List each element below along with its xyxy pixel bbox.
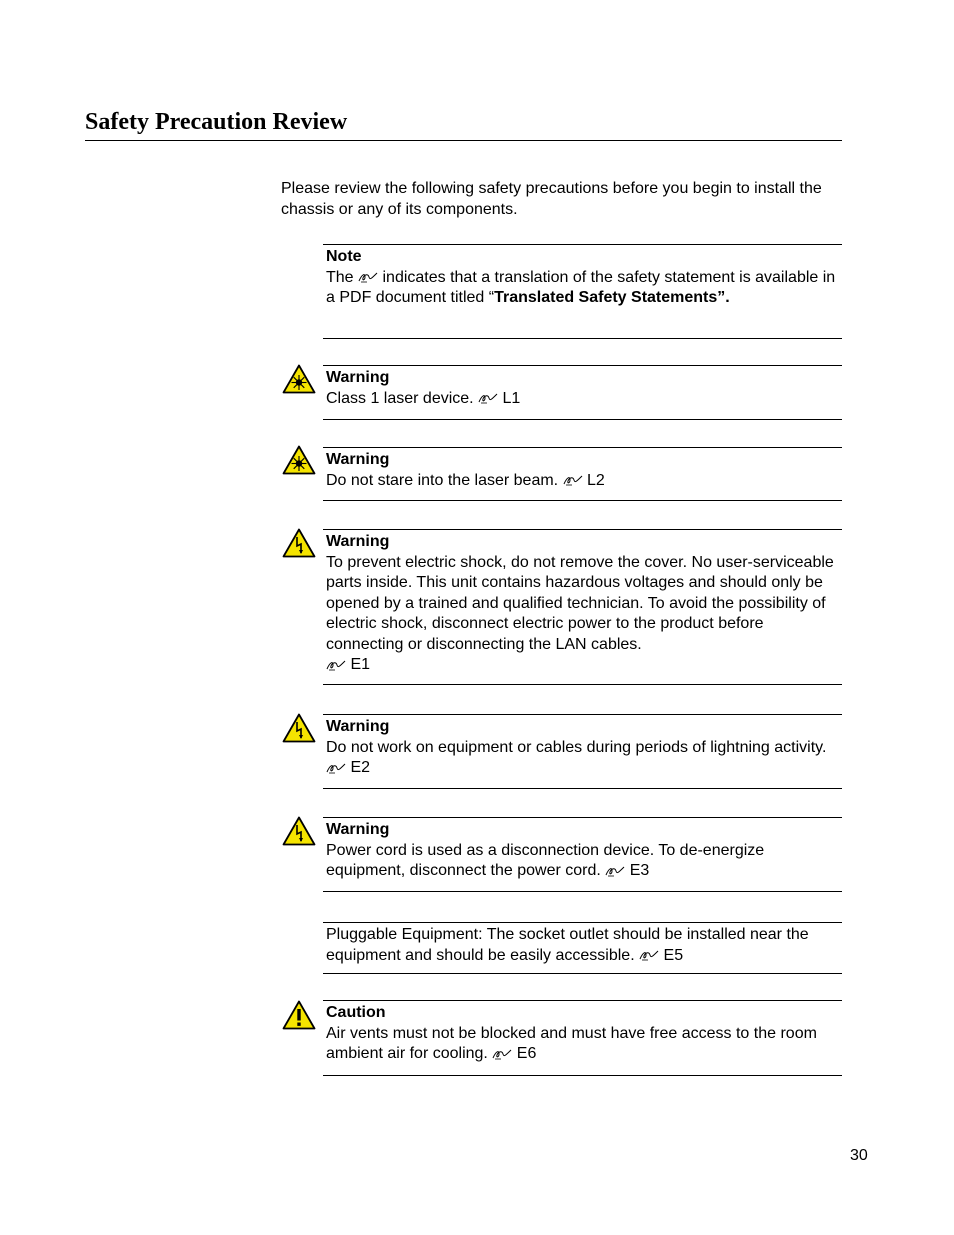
warning-label: Warning: [326, 451, 390, 468]
warning-box-l2: [323, 447, 842, 501]
translation-symbol-icon: [478, 391, 498, 405]
title-rule: [85, 140, 842, 141]
translation-symbol-icon: [358, 270, 378, 284]
page-title: Safety Precaution Review: [85, 109, 348, 135]
warning-text: Do not work on equipment or cables during periods of lightning activity. E2: [326, 738, 827, 776]
caution-box: [323, 1000, 842, 1076]
page-number: 30: [850, 1147, 868, 1164]
translation-symbol-icon: [326, 761, 346, 775]
warning-text: Power cord is used as a disconnection device. To de-energize equipment, disconnect the power cord. E3: [326, 841, 765, 879]
warning-text: Class 1 laser device. L1: [326, 389, 521, 407]
note-label: Note: [326, 248, 362, 265]
translation-symbol-icon: [326, 658, 346, 672]
warning-label: Warning: [326, 821, 390, 838]
statement-code: E6: [516, 1045, 537, 1062]
warning-label: Warning: [326, 533, 390, 550]
warning-box-e1: [323, 529, 842, 685]
translation-symbol-icon: [605, 864, 625, 878]
warning-label: Warning: [326, 369, 390, 386]
electrical-hazard-icon: [282, 528, 316, 558]
laser-hazard-icon: [282, 445, 316, 475]
electrical-hazard-icon: [282, 816, 316, 846]
pluggable-text: Pluggable Equipment: The socket outlet should be installed near the equipment and should be easily accessible. E5: [326, 926, 809, 964]
translation-symbol-icon: [639, 948, 659, 962]
laser-hazard-icon: [282, 364, 316, 394]
statement-code: L1: [502, 389, 521, 407]
caution-text: Air vents must not be blocked and must have free access to the room ambient air for cooling. E6: [326, 1024, 817, 1062]
pluggable-equipment-box: [323, 922, 842, 974]
statement-code: L2: [587, 471, 605, 489]
electrical-hazard-icon: [282, 713, 316, 743]
caution-label: Caution: [326, 1004, 386, 1021]
statement-code: E2: [350, 759, 371, 776]
warning-label: Warning: [326, 718, 390, 735]
translation-symbol-icon: [492, 1047, 512, 1061]
translation-symbol-icon: [563, 473, 583, 487]
note-box: [323, 244, 842, 339]
caution-icon: [282, 1000, 316, 1030]
warning-text: Do not stare into the laser beam. L2: [326, 471, 605, 489]
statement-code: E5: [663, 946, 684, 964]
warning-box-e3: [323, 817, 842, 892]
statement-code: E1: [350, 656, 371, 673]
statement-code: E3: [629, 862, 650, 879]
warning-box-e2: [323, 714, 842, 789]
warning-box-l1: [323, 365, 842, 420]
note-text: The indicates that a translation of the safety statement is available in a PDF document titled “Translated Safety Statements”.: [326, 268, 836, 306]
warning-text: To prevent electric shock, do not remove the cover. No user-serviceable parts inside. This unit contains hazardous voltages and should only be opened by a trained and qualified technician. To avoid the possibility of electric shock, disconnect electric power to the product before connecting or disconnecting the LAN cables. E1: [326, 553, 834, 673]
intro-paragraph: Please review the following safety precautions before you begin to install the chassis or any of its components.: [281, 180, 822, 218]
